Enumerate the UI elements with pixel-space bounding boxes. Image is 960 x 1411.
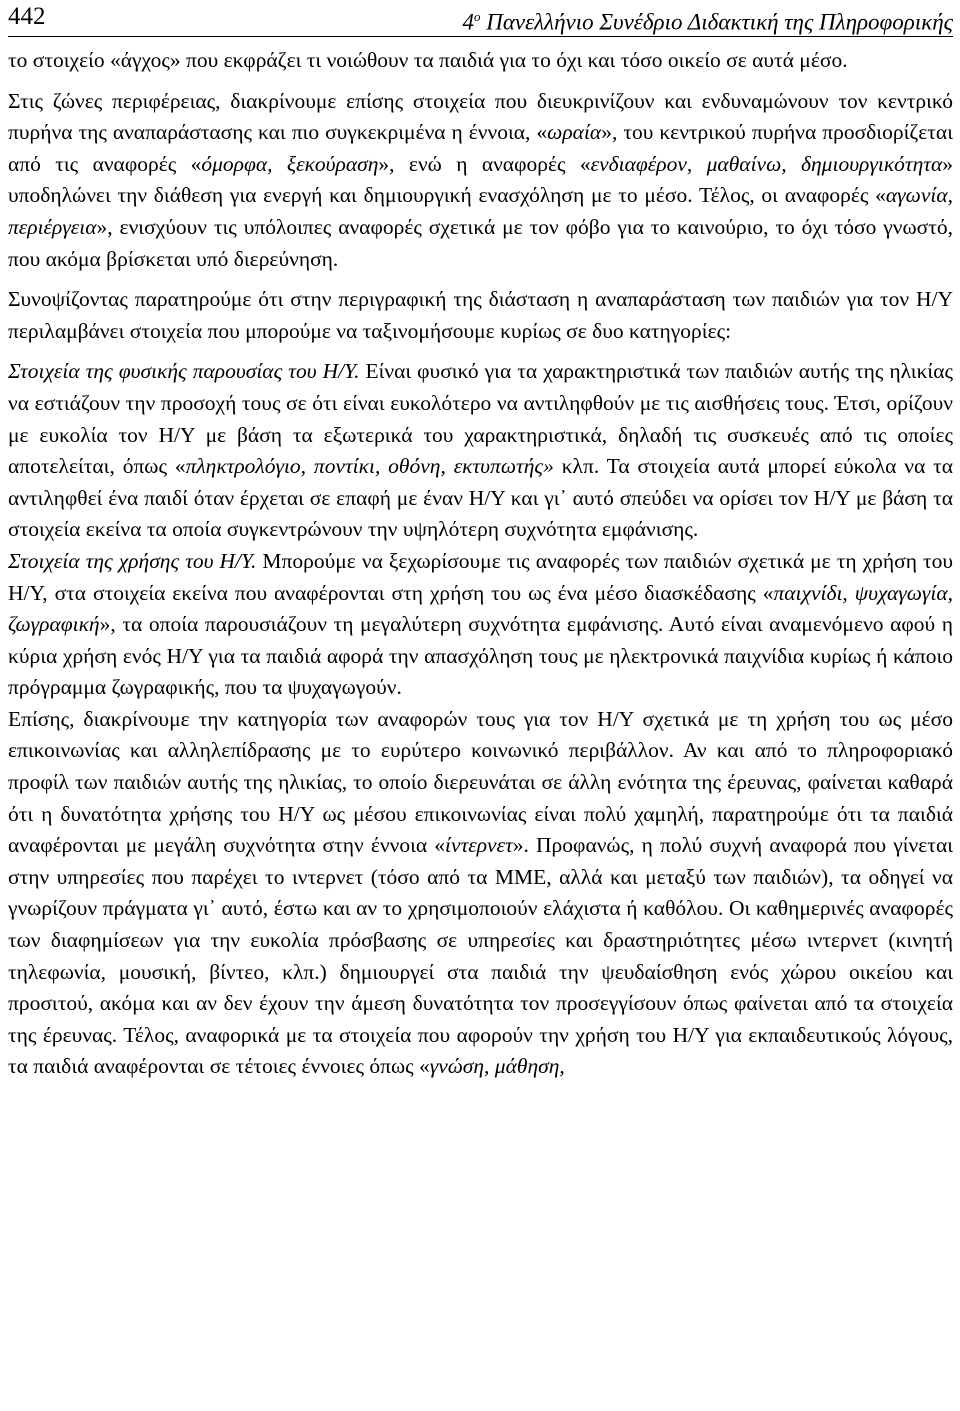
paragraph-communication	[8, 704, 953, 1083]
category-heading: Στοιχεία της φυσικής παρουσίας του Η/Υ.	[8, 359, 360, 384]
italic-term: ενδιαφέρον, μαθαίνω, δημιουργικότητα	[590, 151, 943, 176]
text-run: » υποδηλώνει την διάθεση για ενεργή και δημιουργική ενασχόληση με το μέσο. Τέλος, οι αναφορές «	[8, 151, 953, 208]
italic-term: αγωνία, περιέργεια	[8, 183, 953, 239]
italic-term: ίντερνετ	[445, 833, 513, 858]
text-run: », τα οποία παρουσιάζουν τη μεγαλύτερη συχνότητα εμφάνισης. Αυτό είναι αναμενόμενο αφού η κύρια χρήση ενός Η/Υ για τα παιδιά αφορά την απασχόληση τους με ηλεκτρονικά παιχνίδια κυρίως ή κάποιο πρόγραμμα ζωγραφικής, που τα ψυχαγωγούν.	[8, 612, 953, 700]
paragraph-anxiety: το στοιχείο «άγχος» που εκφράζει τι νοιώθουν τα παιδιά για το όχι και τόσο οικείο σε αυτά μέσο.	[8, 48, 848, 72]
page-number: 442	[8, 3, 46, 30]
italic-term: πληκτρολόγιο, ποντίκι, οθόνη, εκτυπωτής»	[185, 454, 554, 479]
running-header	[8, 0, 953, 37]
italic-term: όμορφα, ξεκούραση	[201, 151, 379, 176]
text-run: Είναι φυσικό για τα χαρακτηριστικά των παιδιών αυτής της ηλικίας να εστιάζουν την προσοχή τους σε ότι είναι ευκολότερο να αντιληφθούν με τις αισθήσεις τους. Έτσι, ορίζουν με ευκολία τον Η/Υ με βάση τα εξωτερικά του χαρακτηριστικά, δηλαδή τις συσκευές από τις οποίες αποτελείται, όπως «	[8, 359, 953, 479]
conference-ordinal-suffix: ο	[473, 9, 481, 24]
text-run: ». Προφανώς, η πολύ συχνή αναφορά που γίνεται στην υπηρεσίες που παρέχει το ιντερνετ (τόσο από τα ΜΜΕ, αλλά και μεταξύ των παιδιών), τα οδηγεί να γνωρίζουν πράγματα γι᾽ αυτό, έστω και αν το χρησιμοποιούν ελάχιστα ή καθόλου. Οι καθημερινές αναφορές των διαφημίσεων για την ευκολία πρόσβασης σε υπηρεσίες και δραστηριότητες μέσω ιντερνετ (κινητή τηλεφωνία, μουσική, βίντεο, κλπ.) δημιουργεί στα παιδιά την ψευδαίσθηση ενός χώρου οικείου και προσιτού, ακόμα και αν δεν έχουν την άμεση δυνατότητα τον προσεγγίσουν όπως φαίνεται από τα στοιχεία της έρευνας. Τέλος, αναφορικά με τα στοιχεία που αφορούν την χρήση του Η/Υ για εκπαιδευτικούς λόγους, τα παιδιά αναφέρονται σε τέτοιες έννοιες όπως «	[8, 833, 953, 1079]
text-run: κλπ. Τα στοιχεία αυτά μπορεί εύκολα να τα αντιληφθεί ένα παιδί όταν έρχεται σε επαφή με έναν Η/Υ και γι᾽ αυτό σπεύδει να ορίσει τον Η/Υ με βάση τα στοιχεία εκείνα τα οποία συγκεντρώνουν την υψηλότερη συχνότητα εμφάνισης.	[8, 454, 954, 542]
italic-term: γνώση, μάθηση,	[429, 1054, 565, 1079]
body-text	[8, 45, 953, 1083]
running-title	[462, 2, 953, 38]
text-run: », του κεντρικού πυρήνα προσδιορίζεται από τις αναφορές «	[8, 120, 953, 176]
text-run: Μπορούμε να ξεχωρίσουμε τις αναφορές των παιδιών σχετικά με τη χρήση του Η/Υ, στα στοιχεία εκείνα που αναφέρονται στη χρήση του ως ένα μέσο διασκέδασης «	[8, 548, 953, 605]
paragraph-summary: Συνοψίζοντας παρατηρούμε ότι στην περιγραφική της διάσταση η αναπαράσταση των παιδιών για τον Η/Υ περιλαμβάνει στοιχεία που μπορούμε να ταξινομήσουμε κυρίως σε δυο κατηγορίες:	[8, 287, 953, 343]
text-run: Επίσης, διακρίνουμε την κατηγορία των αναφορών τους για τον Η/Υ σχετικά με τη χρήση του ως μέσο επικοινωνίας και αλληλεπίδρασης με το ευρύτερο κοινωνικό περιβάλλον. Αν και από το πληροφοριακό προφίλ των παιδιών αυτής της ηλικίας, το οποίο διερευνάται σε άλλη ενότητα της έρευνας, φαίνεται καθαρά ότι η δυνατότητα χρήσης του Η/Υ ως μέσου επικοινωνίας είναι πολύ χαμηλή, παρατηρούμε ότι τα παιδιά αναφέρονται με μεγάλη συχνότητα στην έννοια «	[8, 706, 953, 858]
italic-term: παιχνίδι, ψυχαγωγία, ζωγραφική	[8, 580, 953, 637]
paragraph-physical-presence	[8, 356, 953, 546]
paragraph-peripheral-zones	[8, 86, 953, 276]
paragraph-usage	[8, 546, 953, 704]
conference-title: Πανελλήνιο Συνέδριο Διδακτική της Πληροφορικής	[480, 9, 953, 35]
text-run: Στις ζώνες περιφέρειας, διακρίνουμε επίσης στοιχεία που διευκρινίζουν και ενδυναμώνουν τον κεντρικό πυρήνα της αναπαράστασης και πιο συγκεκριμένα η έννοια, «	[8, 88, 953, 145]
conference-ordinal: 4	[462, 9, 474, 35]
italic-term: ωραία	[547, 120, 602, 145]
text-run: », ενισχύουν τις υπόλοιπες αναφορές σχετικά με τον φόβο για το καινούριο, το όχι τόσο γνωστό, που ακόμα βρίσκεται υπό διερεύνηση.	[8, 214, 953, 271]
text-run: », ενώ η αναφορές «	[378, 151, 591, 176]
category-heading: Στοιχεία της χρήσης του Η/Υ.	[8, 548, 257, 573]
